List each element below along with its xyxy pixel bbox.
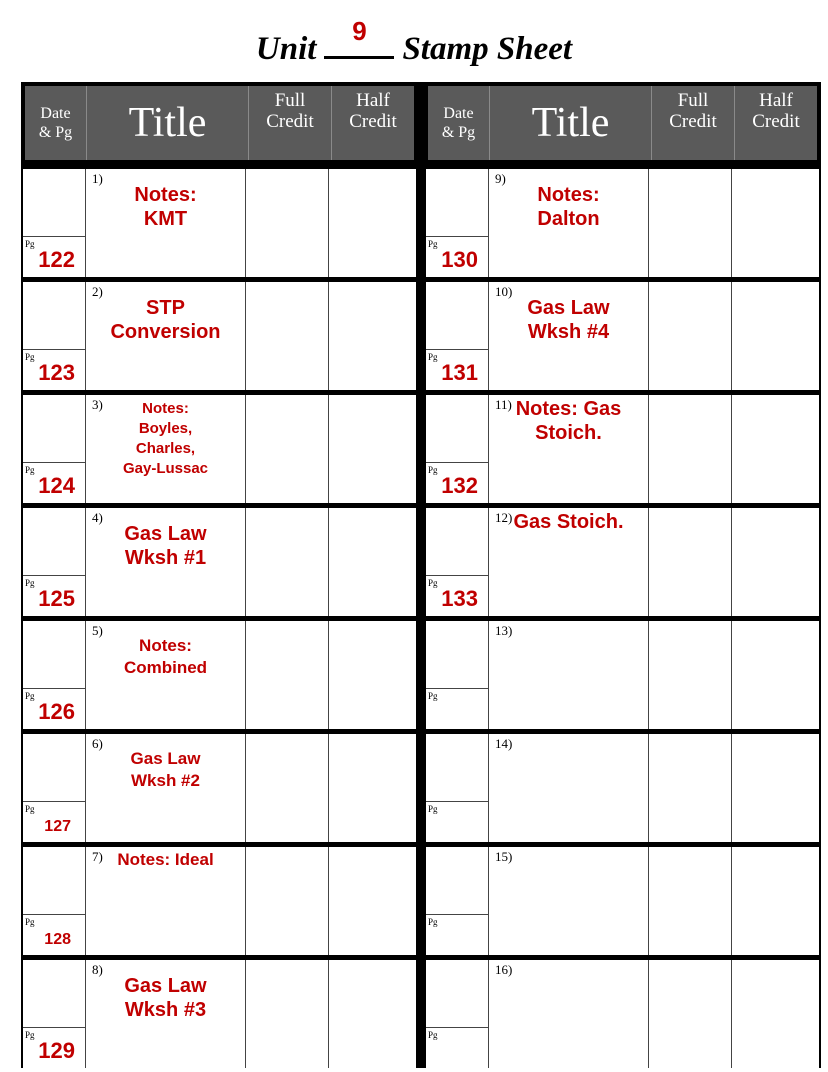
date-box[interactable] xyxy=(23,960,85,1028)
date-pg-cell[interactable] xyxy=(426,960,489,1068)
table-row xyxy=(21,508,418,616)
table-header xyxy=(21,82,418,164)
header-title xyxy=(489,86,651,160)
table-header xyxy=(424,82,821,164)
table-row xyxy=(424,960,821,1068)
header-title-label: Title xyxy=(531,100,610,146)
row-number: 6) xyxy=(92,736,103,751)
assignment-title: Notes: Ideal xyxy=(117,850,214,869)
page-box[interactable] xyxy=(23,689,85,729)
assignment-title: Notes: Dalton xyxy=(537,184,600,230)
full-credit-cell[interactable] xyxy=(246,169,329,277)
title-cell[interactable] xyxy=(489,169,649,277)
header-half-credit-label: Half Credit xyxy=(752,90,800,132)
assignment-title: Notes: Combined xyxy=(123,636,208,677)
assignment-title: Gas Law Wksh #3 xyxy=(124,975,207,1021)
date-box[interactable] xyxy=(23,734,85,802)
date-box[interactable] xyxy=(426,847,488,915)
page-box[interactable] xyxy=(23,350,85,390)
header-title-label: Title xyxy=(128,100,207,146)
title-cell[interactable] xyxy=(86,621,246,729)
pg-label: Pg xyxy=(25,464,35,475)
header-half-credit-label: Half Credit xyxy=(349,90,397,132)
header-date-pg xyxy=(428,86,489,160)
table-row xyxy=(21,847,418,955)
assignment-title: Gas Law Wksh #2 xyxy=(130,749,201,790)
title-cell[interactable] xyxy=(489,960,649,1068)
pg-label: Pg xyxy=(25,1029,35,1040)
date-pg-cell[interactable] xyxy=(23,508,86,616)
page-box[interactable] xyxy=(426,915,488,955)
row-number: 5) xyxy=(92,623,103,638)
half-credit-cell[interactable] xyxy=(732,847,819,955)
assignment-title: Notes: Boyles, Charles, Gay-Lussac xyxy=(122,400,209,477)
pg-label: Pg xyxy=(25,916,35,927)
full-credit-cell[interactable] xyxy=(649,847,732,955)
pg-label: Pg xyxy=(428,351,438,362)
table-row xyxy=(21,734,418,842)
page-number: 129 xyxy=(38,1038,75,1063)
pg-label: Pg xyxy=(25,803,35,814)
full-credit-cell[interactable] xyxy=(649,169,732,277)
half-credit-cell[interactable] xyxy=(329,169,416,277)
page-number: 125 xyxy=(38,586,75,611)
row-number: 8) xyxy=(92,962,103,977)
title-sheet-word: Stamp Sheet xyxy=(402,31,573,67)
title-cell[interactable] xyxy=(489,847,649,955)
half-credit-cell[interactable] xyxy=(732,960,819,1068)
date-box[interactable] xyxy=(426,960,488,1028)
full-credit-cell[interactable] xyxy=(246,621,329,729)
page-number: 128 xyxy=(44,931,71,948)
half-credit-cell[interactable] xyxy=(732,395,819,503)
half-credit-cell[interactable] xyxy=(329,621,416,729)
full-credit-cell[interactable] xyxy=(649,960,732,1068)
row-number: 13) xyxy=(495,623,513,638)
pg-label: Pg xyxy=(25,351,35,362)
pg-label: Pg xyxy=(25,577,35,588)
title-cell[interactable] xyxy=(86,169,246,277)
title-cell[interactable] xyxy=(489,508,649,616)
page-box[interactable] xyxy=(23,463,85,503)
title-cell[interactable] xyxy=(86,847,246,955)
full-credit-cell[interactable] xyxy=(649,621,732,729)
pg-label: Pg xyxy=(25,238,35,249)
date-pg-cell[interactable] xyxy=(426,734,489,842)
pg-label: Pg xyxy=(25,690,35,701)
pg-label: Pg xyxy=(428,238,438,249)
header-full-credit xyxy=(651,86,734,160)
half-credit-cell[interactable] xyxy=(732,508,819,616)
left-half-table xyxy=(21,82,418,1068)
table-row xyxy=(424,734,821,842)
row-number: 3) xyxy=(92,397,103,412)
date-pg-cell[interactable] xyxy=(23,395,86,503)
page-box[interactable] xyxy=(426,463,488,503)
assignment-title: Notes: Gas Stoich. xyxy=(515,398,622,444)
date-box[interactable] xyxy=(23,847,85,915)
full-credit-cell[interactable] xyxy=(246,960,329,1068)
date-box[interactable] xyxy=(426,508,488,576)
half-credit-cell[interactable] xyxy=(732,621,819,729)
page-number: 133 xyxy=(441,586,478,611)
table-row xyxy=(424,395,821,503)
page-box[interactable] xyxy=(23,1028,85,1068)
pg-label: Pg xyxy=(428,1029,438,1040)
page-number: 126 xyxy=(38,699,75,724)
title-cell[interactable] xyxy=(86,734,246,842)
table-row xyxy=(21,282,418,390)
date-pg-cell[interactable] xyxy=(23,960,86,1068)
header-full-credit-label: Full Credit xyxy=(669,90,717,132)
right-half-table xyxy=(424,82,821,1068)
left-rows xyxy=(21,164,418,1068)
page-number: 124 xyxy=(38,473,75,498)
assignment-title: Gas Law Wksh #1 xyxy=(124,523,207,569)
page-box[interactable] xyxy=(23,802,85,842)
date-box[interactable] xyxy=(426,169,488,237)
page-number: 122 xyxy=(38,247,75,272)
half-credit-cell[interactable] xyxy=(329,282,416,390)
page-box[interactable] xyxy=(23,576,85,616)
page-box[interactable] xyxy=(426,689,488,729)
header-full-credit-label: Full Credit xyxy=(266,90,314,132)
page-box[interactable] xyxy=(426,350,488,390)
half-credit-cell[interactable] xyxy=(732,169,819,277)
title-cell[interactable] xyxy=(489,395,649,503)
header-half-credit xyxy=(331,86,414,160)
full-credit-cell[interactable] xyxy=(649,395,732,503)
table-row xyxy=(424,282,821,390)
page-box[interactable] xyxy=(23,237,85,277)
row-number: 14) xyxy=(495,736,513,751)
row-number: 7) xyxy=(92,849,103,864)
title-cell[interactable] xyxy=(489,621,649,729)
full-credit-cell[interactable] xyxy=(649,508,732,616)
date-pg-cell[interactable] xyxy=(23,282,86,390)
assignment-title: STP Conversion xyxy=(110,297,221,343)
date-pg-cell[interactable] xyxy=(426,395,489,503)
table-row xyxy=(21,960,418,1068)
page-box[interactable] xyxy=(426,237,488,277)
page-box[interactable] xyxy=(426,1028,488,1068)
page-number: 130 xyxy=(441,247,478,272)
title-cell[interactable] xyxy=(86,508,246,616)
date-box[interactable] xyxy=(23,282,85,350)
title-cell[interactable] xyxy=(86,395,246,503)
full-credit-cell[interactable] xyxy=(246,734,329,842)
full-credit-cell[interactable] xyxy=(246,508,329,616)
table-row xyxy=(21,621,418,729)
date-box[interactable] xyxy=(23,621,85,689)
unit-number-blank xyxy=(324,16,394,59)
date-pg-cell[interactable] xyxy=(426,621,489,729)
table-row xyxy=(21,169,418,277)
stamp-table xyxy=(21,82,809,1068)
page-number: 132 xyxy=(441,473,478,498)
header-full-credit xyxy=(248,86,331,160)
row-number: 2) xyxy=(92,284,103,299)
half-credit-cell[interactable] xyxy=(732,734,819,842)
date-pg-cell[interactable] xyxy=(426,169,489,277)
half-credit-cell[interactable] xyxy=(329,508,416,616)
table-row xyxy=(424,621,821,729)
page-box[interactable] xyxy=(23,915,85,955)
date-pg-cell[interactable] xyxy=(426,282,489,390)
date-pg-cell[interactable] xyxy=(23,169,86,277)
header-date-pg-label: Date & Pg xyxy=(441,105,476,141)
date-box[interactable] xyxy=(23,395,85,463)
title-cell[interactable] xyxy=(489,734,649,842)
full-credit-cell[interactable] xyxy=(246,395,329,503)
pg-label: Pg xyxy=(428,690,438,701)
date-box[interactable] xyxy=(426,282,488,350)
date-pg-cell[interactable] xyxy=(23,847,86,955)
date-box[interactable] xyxy=(426,395,488,463)
assignment-title: Gas Stoich. xyxy=(513,511,624,533)
title-cell[interactable] xyxy=(86,960,246,1068)
half-credit-cell[interactable] xyxy=(732,282,819,390)
date-box[interactable] xyxy=(426,734,488,802)
header-date-pg-label: Date & Pg xyxy=(38,105,73,141)
half-credit-cell[interactable] xyxy=(329,847,416,955)
table-row xyxy=(424,169,821,277)
header-half-credit xyxy=(734,86,817,160)
full-credit-cell[interactable] xyxy=(649,282,732,390)
date-pg-cell[interactable] xyxy=(426,847,489,955)
row-number: 15) xyxy=(495,849,513,864)
row-number: 10) xyxy=(495,284,513,299)
row-number: 12) xyxy=(495,510,513,525)
date-box[interactable] xyxy=(23,508,85,576)
table-row xyxy=(21,395,418,503)
page-box[interactable] xyxy=(426,576,488,616)
full-credit-cell[interactable] xyxy=(246,282,329,390)
date-pg-cell[interactable] xyxy=(426,508,489,616)
row-number: 1) xyxy=(92,171,103,186)
date-pg-cell[interactable] xyxy=(23,734,86,842)
pg-label: Pg xyxy=(428,577,438,588)
page-number: 131 xyxy=(441,360,478,385)
assignment-title: Notes: KMT xyxy=(134,184,197,230)
page-number: 127 xyxy=(44,818,71,835)
header-title xyxy=(86,86,248,160)
title-cell[interactable] xyxy=(489,282,649,390)
row-number: 9) xyxy=(495,171,506,186)
unit-number: 9 xyxy=(352,16,367,46)
row-number: 16) xyxy=(495,962,513,977)
assignment-title: Gas Law Wksh #4 xyxy=(527,297,610,343)
half-credit-cell[interactable] xyxy=(329,395,416,503)
page-box[interactable] xyxy=(426,802,488,842)
sheet-title xyxy=(0,16,828,72)
page-number: 123 xyxy=(38,360,75,385)
half-credit-cell[interactable] xyxy=(329,960,416,1068)
header-date-pg xyxy=(25,86,86,160)
title-unit-word: Unit xyxy=(255,31,317,67)
pg-label: Pg xyxy=(428,803,438,814)
title-cell[interactable] xyxy=(86,282,246,390)
row-number: 11) xyxy=(495,397,512,412)
date-box[interactable] xyxy=(23,169,85,237)
table-row xyxy=(424,508,821,616)
pg-label: Pg xyxy=(428,464,438,475)
pg-label: Pg xyxy=(428,916,438,927)
full-credit-cell[interactable] xyxy=(246,847,329,955)
table-row xyxy=(424,847,821,955)
half-credit-cell[interactable] xyxy=(329,734,416,842)
row-number: 4) xyxy=(92,510,103,525)
right-rows xyxy=(424,164,821,1068)
date-pg-cell[interactable] xyxy=(23,621,86,729)
date-box[interactable] xyxy=(426,621,488,689)
full-credit-cell[interactable] xyxy=(649,734,732,842)
